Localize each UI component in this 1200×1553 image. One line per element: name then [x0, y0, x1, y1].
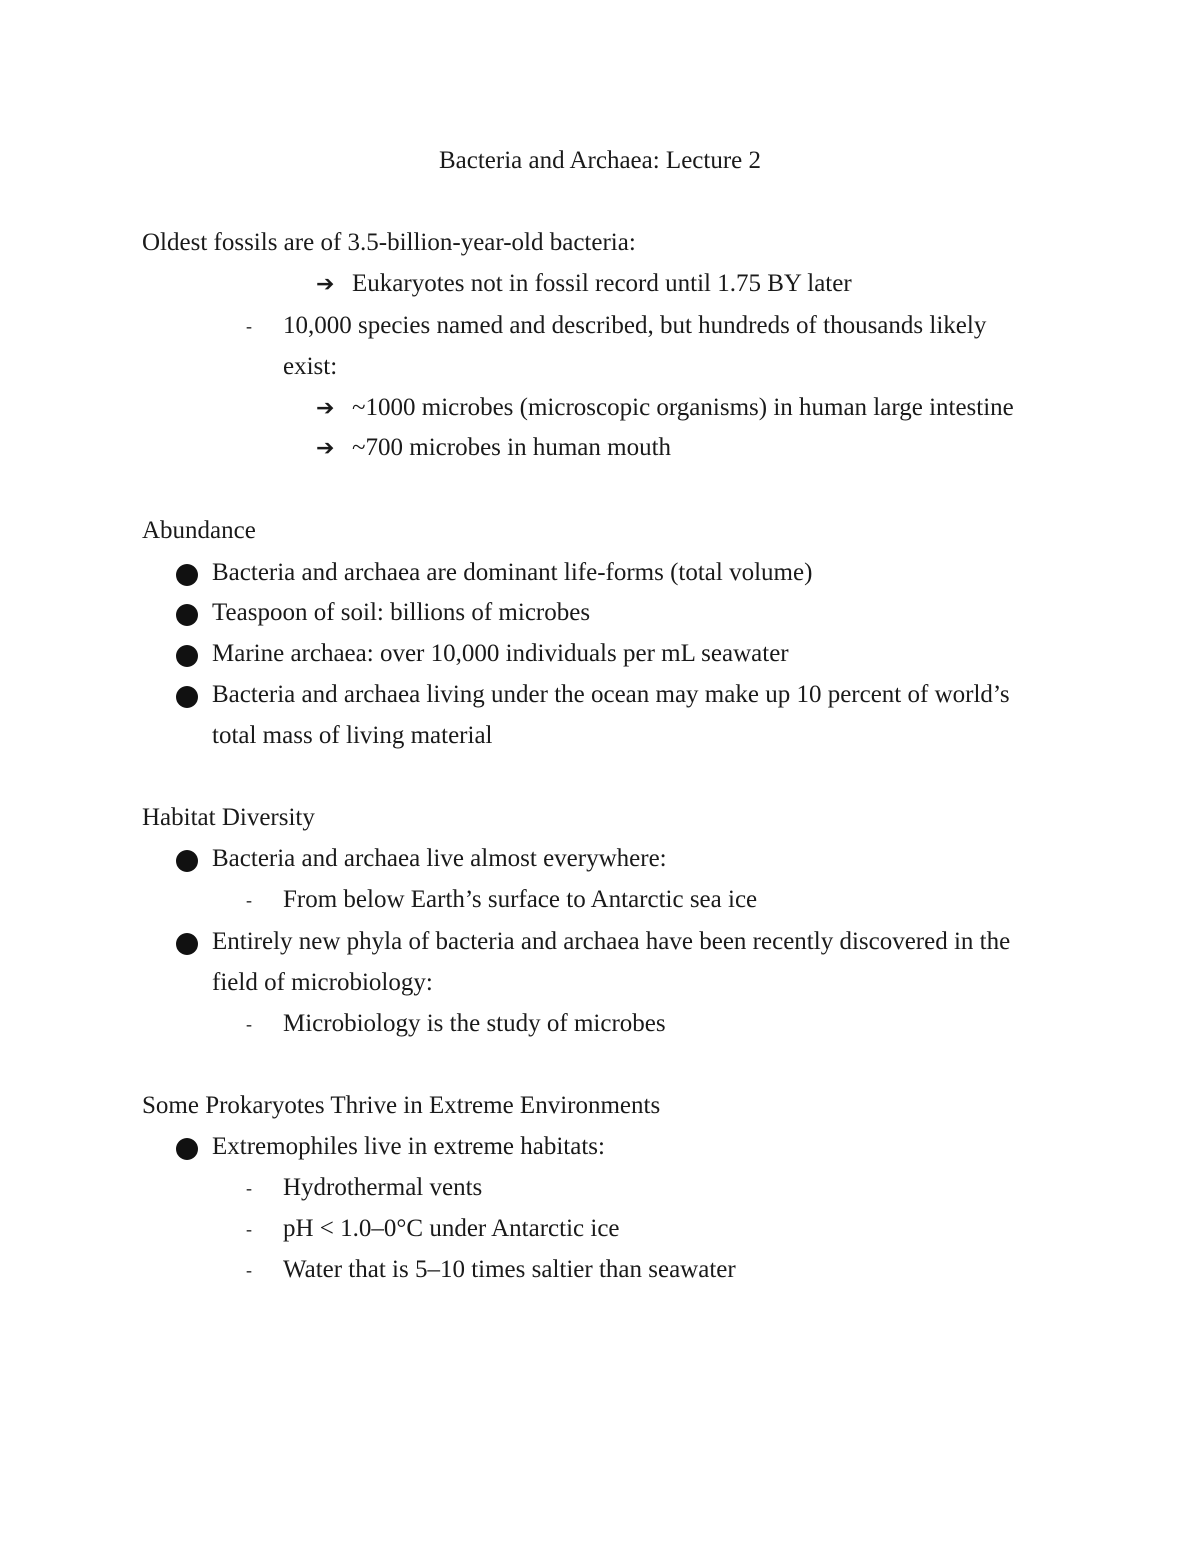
- bullet-dot-icon: [176, 1138, 198, 1160]
- section-heading-fossils: Oldest fossils are of 3.5-billion-year-old bacteria:: [142, 229, 636, 256]
- arrow-bullet-icon: ➔: [316, 435, 335, 460]
- bullet-dot-icon: [176, 686, 198, 708]
- list-item: Eukaryotes not in fossil record until 1.75 BY later: [352, 270, 852, 297]
- section-heading-abundance: Abundance: [142, 517, 256, 544]
- list-item: Bacteria and archaea are dominant life-forms (total volume): [212, 559, 813, 586]
- bullet-dot-icon: [176, 604, 198, 626]
- section-heading-habitat: Habitat Diversity: [142, 804, 315, 831]
- list-item: pH < 1.0–0°C under Antarctic ice: [283, 1215, 620, 1242]
- bullet-dot-icon: [176, 564, 198, 586]
- dash-bullet-icon: -: [246, 890, 252, 910]
- list-item: Entirely new phyla of bacteria and archaea have been recently discovered in the: [212, 928, 1011, 955]
- bullet-dot-icon: [176, 850, 198, 872]
- list-item-continuation: field of microbiology:: [212, 969, 433, 996]
- page-title: Bacteria and Archaea: Lecture 2: [438, 147, 762, 174]
- list-item: Bacteria and archaea live almost everywhere:: [212, 845, 667, 872]
- list-item: Hydrothermal vents: [283, 1174, 483, 1201]
- list-item: Teaspoon of soil: billions of microbes: [212, 599, 591, 626]
- list-item: Extremophiles live in extreme habitats:: [212, 1133, 605, 1160]
- arrow-bullet-icon: ➔: [316, 395, 335, 420]
- dash-bullet-icon: -: [246, 1014, 252, 1034]
- section-heading-extreme: Some Prokaryotes Thrive in Extreme Environments: [142, 1092, 661, 1119]
- list-item: Bacteria and archaea living under the ocean may make up 10 percent of world’s: [212, 681, 1010, 708]
- bullet-dot-icon: [176, 645, 198, 667]
- list-item: 10,000 species named and described, but hundreds of thousands likely: [283, 312, 987, 339]
- list-item: Microbiology is the study of microbes: [283, 1010, 666, 1037]
- bullet-dot-icon: [176, 933, 198, 955]
- list-item: From below Earth’s surface to Antarctic sea ice: [283, 886, 758, 913]
- list-item: ~1000 microbes (microscopic organisms) in human large intestine: [352, 394, 1014, 421]
- list-item: Marine archaea: over 10,000 individuals per mL seawater: [212, 640, 789, 667]
- list-item: Water that is 5–10 times saltier than seawater: [283, 1256, 736, 1283]
- dash-bullet-icon: -: [246, 1260, 252, 1280]
- list-item: ~700 microbes in human mouth: [352, 434, 672, 461]
- dash-bullet-icon: -: [246, 1219, 252, 1239]
- dash-bullet-icon: -: [246, 316, 252, 336]
- dash-bullet-icon: -: [246, 1178, 252, 1198]
- arrow-bullet-icon: ➔: [316, 271, 335, 296]
- list-item-continuation: exist:: [283, 353, 338, 380]
- list-item-continuation: total mass of living material: [212, 722, 493, 749]
